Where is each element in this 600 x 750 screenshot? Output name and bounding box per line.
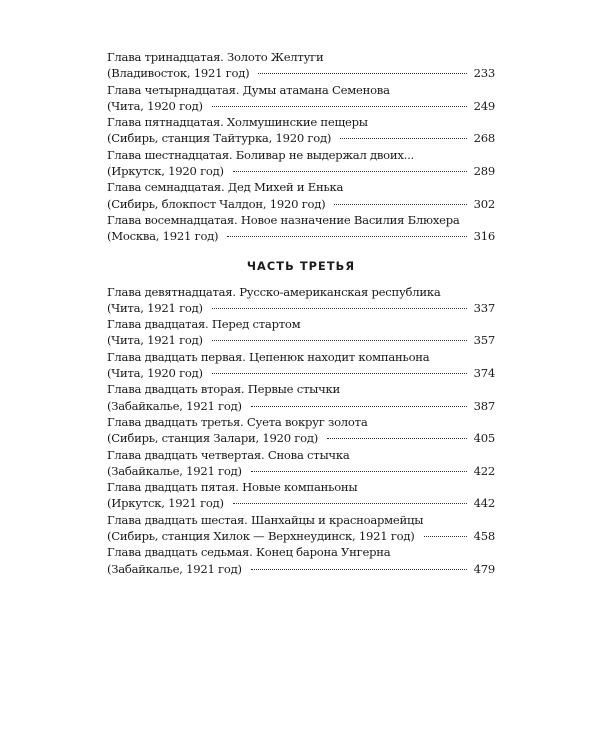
toc-entry	[107, 381, 495, 414]
chapter-location-row	[107, 463, 495, 479]
toc-entry	[107, 447, 495, 480]
dot-leader	[212, 340, 467, 341]
part-two-chapter-list	[107, 49, 495, 245]
chapter-title: Глава пятнадцатая. Холмушинские пещеры	[107, 115, 368, 130]
chapter-location-row	[107, 65, 495, 81]
toc-entry	[107, 349, 495, 382]
dot-leader	[258, 73, 466, 74]
page-number: 405	[473, 431, 495, 446]
toc-entry	[107, 284, 495, 317]
chapter-location-row	[107, 528, 495, 544]
chapter-location-row	[107, 228, 495, 244]
dot-leader	[212, 308, 467, 309]
chapter-location: (Забайкалье, 1921 год)	[107, 561, 242, 576]
chapter-location-row	[107, 332, 495, 348]
dot-leader	[212, 106, 467, 107]
toc-entry	[107, 544, 495, 577]
dot-leader	[233, 171, 467, 172]
chapter-location: (Сибирь, блокпост Чалдон, 1920 год)	[107, 196, 326, 211]
page-number: 374	[473, 366, 495, 381]
toc-entry	[107, 316, 495, 349]
toc-entry	[107, 212, 495, 245]
chapter-location-row	[107, 300, 495, 316]
dot-leader	[334, 204, 466, 205]
chapter-location-row	[107, 163, 495, 179]
page-number: 233	[473, 66, 495, 81]
page-number: 337	[473, 300, 495, 315]
page-number: 249	[473, 98, 495, 113]
chapter-title: Глава двадцать третья. Суета вокруг золота	[107, 414, 368, 429]
chapter-location: (Забайкалье, 1921 год)	[107, 463, 242, 478]
chapter-location: (Иркутск, 1921 год)	[107, 496, 224, 511]
page-number: 458	[473, 529, 495, 544]
table-of-contents	[107, 49, 495, 577]
chapter-location: (Сибирь, станция Залари, 1920 год)	[107, 431, 319, 446]
chapter-location-row	[107, 365, 495, 381]
dot-leader	[251, 569, 467, 570]
toc-entry	[107, 82, 495, 115]
page-number: 479	[473, 561, 495, 576]
page-number: 316	[473, 229, 495, 244]
page-number: 289	[473, 164, 495, 179]
dot-leader	[233, 503, 467, 504]
dot-leader	[424, 536, 467, 537]
toc-entry	[107, 414, 495, 447]
chapter-location: (Чита, 1921 год)	[107, 300, 203, 315]
dot-leader	[251, 471, 467, 472]
chapter-location-row	[107, 495, 495, 511]
chapter-title: Глава шестнадцатая. Боливар не выдержал двоих...	[107, 147, 414, 162]
chapter-location: (Чита, 1920 год)	[107, 98, 203, 113]
chapter-title: Глава двадцать первая. Цепенюк находит компаньона	[107, 349, 430, 364]
chapter-location: (Москва, 1921 год)	[107, 229, 219, 244]
chapter-title: Глава двадцать четвертая. Снова стычка	[107, 447, 350, 462]
chapter-title: Глава четырнадцатая. Думы атамана Семенова	[107, 82, 390, 97]
part-three-heading: ЧАСТЬ ТРЕТЬЯ	[246, 259, 356, 273]
dot-leader	[340, 138, 466, 139]
chapter-title: Глава девятнадцатая. Русско-американская республика	[107, 284, 441, 299]
dot-leader	[327, 438, 467, 439]
chapter-location-row	[107, 130, 495, 146]
chapter-location: (Чита, 1921 год)	[107, 333, 203, 348]
chapter-title: Глава двадцать шестая. Шанхайцы и красноармейцы	[107, 512, 424, 527]
toc-entry	[107, 512, 495, 545]
page-number: 387	[473, 398, 495, 413]
chapter-title: Глава двадцать седьмая. Конец барона Унгерна	[107, 545, 391, 560]
chapter-location-row	[107, 561, 495, 577]
toc-entry	[107, 179, 495, 212]
chapter-location: (Забайкалье, 1921 год)	[107, 398, 242, 413]
toc-entry	[107, 147, 495, 180]
chapter-title: Глава двадцатая. Перед стартом	[107, 317, 301, 332]
toc-entry	[107, 479, 495, 512]
page-number: 302	[473, 196, 495, 211]
chapter-title: Глава двадцать пятая. Новые компаньоны	[107, 480, 358, 495]
chapter-location: (Сибирь, станция Тайтурка, 1920 год)	[107, 131, 332, 146]
chapter-title: Глава тринадцатая. Золото Желтуги	[107, 50, 324, 64]
chapter-title: Глава восемнадцатая. Новое назначение Василия Блюхера	[107, 212, 460, 227]
part-three-chapter-list	[107, 284, 495, 577]
page-number: 357	[473, 333, 495, 348]
chapter-title: Глава двадцать вторая. Первые стычки	[107, 382, 340, 397]
toc-entry	[107, 49, 495, 82]
chapter-location: (Иркутск, 1920 год)	[107, 164, 224, 179]
toc-entry	[107, 114, 495, 147]
dot-leader	[227, 236, 466, 237]
page-number: 442	[473, 496, 495, 511]
chapter-location-row	[107, 430, 495, 446]
chapter-location-row	[107, 196, 495, 212]
page-number: 268	[473, 131, 495, 146]
chapter-location-row	[107, 98, 495, 114]
chapter-location: (Сибирь, станция Хилок — Верхнеудинск, 1921 год)	[107, 529, 415, 544]
chapter-location: (Владивосток, 1921 год)	[107, 66, 250, 81]
chapter-location: (Чита, 1920 год)	[107, 366, 203, 381]
chapter-title: Глава семнадцатая. Дед Михей и Енька	[107, 180, 344, 195]
page-number: 422	[473, 463, 495, 478]
dot-leader	[251, 406, 467, 407]
chapter-location-row	[107, 398, 495, 414]
dot-leader	[212, 373, 467, 374]
